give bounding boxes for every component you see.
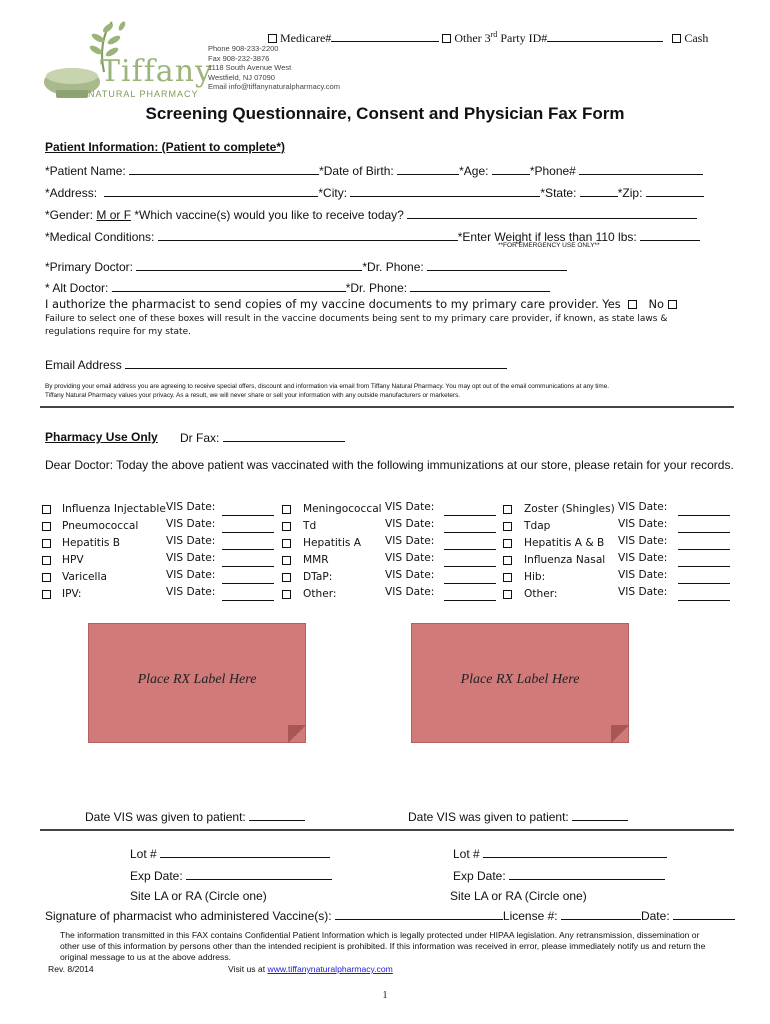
page-number: 1 — [382, 990, 388, 1001]
vis-date-label: VIS Date: — [385, 535, 435, 547]
dr-phone-label: *Dr. Phone: — [362, 260, 424, 274]
vaccine-checkbox[interactable] — [503, 522, 512, 531]
vis-date-label: VIS Date: — [618, 569, 668, 581]
vis-date-field[interactable] — [444, 600, 496, 601]
cash-checkbox[interactable] — [672, 34, 681, 43]
privacy-line-2: Tiffany Natural Pharmacy values your privacy. As a result, we will never share or sell your information with any outside manufacturers or marketers. — [45, 392, 461, 399]
dear-doctor-text: Dear Doctor: Today the above patient was vaccinated with the following immunizations at our store, please retain for your records. — [45, 458, 734, 472]
sign-date-label: Date: — [640, 909, 670, 923]
vis-date-label: VIS Date: — [166, 552, 216, 564]
license-label: License #: — [502, 909, 558, 923]
vis-date-label: VIS Date: — [385, 552, 435, 564]
vaccine-field[interactable] — [407, 206, 697, 219]
vis-date-field[interactable] — [444, 532, 496, 533]
vaccine-checkbox[interactable] — [282, 539, 291, 548]
exp-label-left: Exp Date: — [130, 869, 183, 883]
revision: Rev. 8/2014 — [48, 964, 94, 974]
exp-label-right: Exp Date: — [453, 869, 506, 883]
vis-given-field-left[interactable] — [249, 808, 305, 821]
vis-given-right — [408, 808, 628, 824]
vaccine-name: Tdap — [524, 520, 551, 532]
dr-fax-field[interactable] — [223, 429, 345, 442]
rx-label-box-right[interactable] — [411, 623, 629, 743]
address-field[interactable] — [104, 184, 318, 197]
signature-field[interactable] — [335, 907, 503, 920]
sign-date-field[interactable] — [673, 907, 735, 920]
vaccine-name: Varicella — [62, 571, 107, 583]
vis-date-field[interactable] — [444, 549, 496, 550]
vaccine-question: *Which vaccine(s) would you like to receive today? — [134, 208, 404, 222]
vaccine-name: IPV: — [62, 588, 82, 600]
divider-bottom — [40, 829, 734, 831]
divider-top — [40, 406, 734, 408]
vaccine-checkbox[interactable] — [42, 522, 51, 531]
vis-date-label: VIS Date: — [385, 501, 435, 513]
medicare-label: Medicare# — [280, 31, 332, 45]
lot-label-left: Lot # — [130, 847, 157, 861]
authorize-text: I authorize the pharmacist to send copies of my vaccine documents to my primary care provider. Yes — [45, 297, 621, 311]
vis-date-label: VIS Date: — [166, 586, 216, 598]
vis-date-field[interactable] — [444, 566, 496, 567]
row-conditions — [45, 228, 700, 244]
vaccine-name: Influenza Nasal — [524, 554, 606, 566]
vis-date-field[interactable] — [222, 549, 274, 550]
state-field[interactable] — [580, 184, 618, 197]
other-party-checkbox[interactable] — [442, 34, 451, 43]
vis-date-field[interactable] — [222, 600, 274, 601]
state-label: *State: — [540, 186, 577, 200]
vaccine-checkbox[interactable] — [282, 573, 291, 582]
vis-date-label: VIS Date: — [385, 518, 435, 530]
authorize-row — [45, 297, 677, 311]
vaccine-checkbox[interactable] — [282, 590, 291, 599]
emergency-note: **FOR EMERGENCY USE ONLY** — [498, 242, 600, 249]
city-field[interactable] — [350, 184, 540, 197]
vis-date-field[interactable] — [678, 600, 730, 601]
visit-label: Visit us at — [228, 964, 268, 974]
vaccine-name: Hib: — [524, 571, 546, 583]
row-address — [45, 184, 704, 200]
vaccine-checkbox[interactable] — [42, 505, 51, 514]
vaccine-checkbox[interactable] — [42, 590, 51, 599]
vaccine-checkbox[interactable] — [282, 522, 291, 531]
vis-date-field[interactable] — [678, 583, 730, 584]
exp-field-right[interactable] — [509, 867, 665, 880]
vis-date-field[interactable] — [444, 515, 496, 516]
address-label: *Address: — [45, 186, 98, 200]
row-email — [45, 356, 507, 372]
insurance-row — [268, 29, 728, 46]
vis-date-label: VIS Date: — [166, 569, 216, 581]
vaccine-checkbox[interactable] — [503, 505, 512, 514]
vis-given-left — [85, 808, 305, 824]
authorize-no-checkbox[interactable] — [668, 300, 677, 309]
phone-field[interactable] — [579, 162, 703, 175]
vis-date-field[interactable] — [678, 515, 730, 516]
exp-left — [130, 867, 332, 883]
vaccine-name: Hepatitis B — [62, 537, 121, 549]
license-field[interactable] — [561, 907, 641, 920]
dr-phone2-label: *Dr. Phone: — [345, 281, 408, 295]
visit-row — [228, 964, 393, 974]
alt-doctor-label: * Alt Doctor: — [45, 281, 109, 295]
site-left[interactable]: Site LA or RA (Circle one) — [130, 889, 267, 903]
other-party-line[interactable] — [547, 29, 663, 42]
row-primary-doctor — [45, 258, 567, 274]
vaccine-name: Meningococcal — [303, 503, 382, 515]
vis-date-field[interactable] — [222, 515, 274, 516]
vis-date-label: VIS Date: — [385, 569, 435, 581]
lot-field-right[interactable] — [483, 845, 667, 858]
rx-label-box-left[interactable] — [88, 623, 306, 743]
email-field[interactable] — [125, 356, 507, 369]
rx-label-text-right: Place RX Label Here — [460, 672, 580, 687]
vaccine-name: Zoster (Shingles) — [524, 503, 615, 515]
contact-email: Email info@tiffanynaturalpharmacy.com — [208, 82, 340, 92]
vaccine-checkbox[interactable] — [503, 573, 512, 582]
rx-label-text-left: Place RX Label Here — [137, 672, 257, 687]
dr-phone-field[interactable] — [427, 258, 567, 271]
vaccine-name: Other: — [524, 588, 558, 600]
vaccine-name: Pneumococcal — [62, 520, 139, 532]
vis-date-label: VIS Date: — [618, 586, 668, 598]
vaccine-checkbox[interactable] — [42, 539, 51, 548]
dob-label: *Date of Birth: — [319, 164, 394, 178]
row-gender — [45, 206, 697, 222]
dr-fax-label: Dr Fax: — [180, 431, 220, 445]
weight-field[interactable] — [640, 228, 700, 241]
vis-date-label: VIS Date: — [618, 535, 668, 547]
page-curl-icon — [288, 725, 306, 743]
vaccine-checkbox[interactable] — [503, 590, 512, 599]
gender-value[interactable]: M or F — [96, 208, 132, 222]
gender-label: *Gender: — [45, 208, 94, 222]
vis-given-label-right: Date VIS was given to patient: — [408, 810, 569, 824]
row-name — [45, 162, 703, 178]
vaccine-name: Hepatitis A — [303, 537, 362, 549]
weight-label: *Enter Weight if less than 110 lbs: — [457, 230, 637, 244]
vaccine-name: Other: — [303, 588, 337, 600]
dr-phone2-field[interactable] — [410, 279, 550, 292]
conditions-label: *Medical Conditions: — [45, 230, 155, 244]
logo-subtitle: NATURAL PHARMACY — [88, 89, 199, 99]
patient-section-heading: Patient Information: (Patient to complete*) — [45, 140, 286, 154]
alt-doctor-field[interactable] — [112, 279, 346, 292]
zip-label: *Zip: — [617, 186, 643, 200]
confidential-note: The information transmitted in this FAX contains Confidential Patient Information which is legally protected under HIPAA legislation. Any retransmission, dissemination or other use of this information by persons other than the intended recipient is prohibited. If this information was received in error, please immediately notify us and return the original message to us at the above address. — [60, 930, 706, 962]
conditions-field[interactable] — [158, 228, 458, 241]
vaccine-checkbox[interactable] — [42, 573, 51, 582]
age-label: *Age: — [459, 164, 489, 178]
vis-date-field[interactable] — [678, 549, 730, 550]
exp-right — [453, 867, 665, 883]
vaccine-name: MMR — [303, 554, 329, 566]
vis-given-label-left: Date VIS was given to patient: — [85, 810, 246, 824]
vaccine-name: Hepatitis A & B — [524, 537, 605, 549]
page-title: Screening Questionnaire, Consent and Physician Fax Form — [145, 104, 625, 123]
vis-date-field[interactable] — [444, 583, 496, 584]
email-label: Email Address — [45, 358, 122, 372]
vis-date-label: VIS Date: — [385, 586, 435, 598]
logo — [42, 14, 213, 104]
vaccine-name: HPV — [62, 554, 84, 566]
vaccine-checkbox[interactable] — [503, 539, 512, 548]
age-field[interactable] — [492, 162, 530, 175]
privacy-note — [45, 382, 609, 400]
vis-date-field[interactable] — [678, 566, 730, 567]
lot-right — [453, 845, 667, 861]
vis-date-label: VIS Date: — [166, 518, 216, 530]
privacy-line-1: By providing your email address you are agreeing to receive special offers, discount and information via email from Tiffany Natural Pharmacy. You may opt out of the email communications at any time. — [45, 383, 610, 390]
dr-fax-row — [180, 429, 345, 445]
site-right[interactable]: Site LA or RA (Circle one) — [450, 889, 587, 903]
medicare-line[interactable] — [331, 29, 439, 42]
page-curl-icon — [611, 725, 629, 743]
contact-city: Westfield, NJ 07090 — [208, 72, 275, 82]
vaccine-checkbox[interactable] — [42, 556, 51, 565]
failure-note: Failure to select one of these boxes will result in the vaccine documents being sent to my primary care provider, if known, as state laws & regulations require for my state. — [45, 314, 668, 337]
pharmacy-use-heading: Pharmacy Use Only — [45, 430, 158, 444]
zip-field[interactable] — [646, 184, 704, 197]
vaccine-name: Td — [303, 520, 317, 532]
vaccine-checkbox[interactable] — [282, 505, 291, 514]
lot-field-left[interactable] — [160, 845, 330, 858]
contact-street: 1118 South Avenue West — [208, 63, 292, 73]
other-party-label: Other 3rd Party ID# — [454, 30, 548, 45]
signature-row — [45, 907, 735, 923]
lot-label-right: Lot # — [453, 847, 480, 861]
city-label: *City: — [318, 186, 348, 200]
contact-phone: Phone 908-233-2200 — [208, 44, 279, 53]
vis-date-field[interactable] — [222, 583, 274, 584]
vis-date-label: VIS Date: — [166, 535, 216, 547]
vis-date-label: VIS Date: — [618, 552, 668, 564]
signature-label: Signature of pharmacist who administered Vaccine(s): — [45, 909, 332, 923]
vaccine-name: Influenza Injectable — [62, 503, 166, 515]
vaccine-name: DTaP: — [303, 571, 333, 583]
vis-date-label: VIS Date: — [618, 501, 668, 513]
phone-label: *Phone# — [529, 164, 576, 178]
vis-date-field[interactable] — [222, 566, 274, 567]
lot-left — [130, 845, 330, 861]
patient-name-label: *Patient Name: — [45, 164, 126, 178]
website-link[interactable]: www.tiffanynaturalpharmacy.com — [267, 964, 393, 974]
vaccine-checkbox[interactable] — [503, 556, 512, 565]
patient-name-field[interactable] — [129, 162, 319, 175]
vis-date-field[interactable] — [222, 532, 274, 533]
logo-name: Tiffany — [100, 54, 213, 89]
vis-date-field[interactable] — [678, 532, 730, 533]
contact-block — [208, 44, 340, 92]
cash-label: Cash — [684, 31, 709, 45]
exp-field-left[interactable] — [186, 867, 332, 880]
primary-doctor-field[interactable] — [136, 258, 362, 271]
contact-fax: Fax 908-232-3876 — [208, 53, 270, 63]
authorize-no-label: No — [648, 297, 664, 311]
authorize-yes-checkbox[interactable] — [628, 300, 637, 309]
vis-given-field-right[interactable] — [572, 808, 628, 821]
vis-date-label: VIS Date: — [618, 518, 668, 530]
vaccine-checkbox[interactable] — [282, 556, 291, 565]
medicare-checkbox[interactable] — [268, 34, 277, 43]
vis-date-label: VIS Date: — [166, 501, 216, 513]
row-alt-doctor — [45, 279, 550, 295]
primary-doctor-label: *Primary Doctor: — [45, 260, 134, 274]
dob-field[interactable] — [397, 162, 459, 175]
